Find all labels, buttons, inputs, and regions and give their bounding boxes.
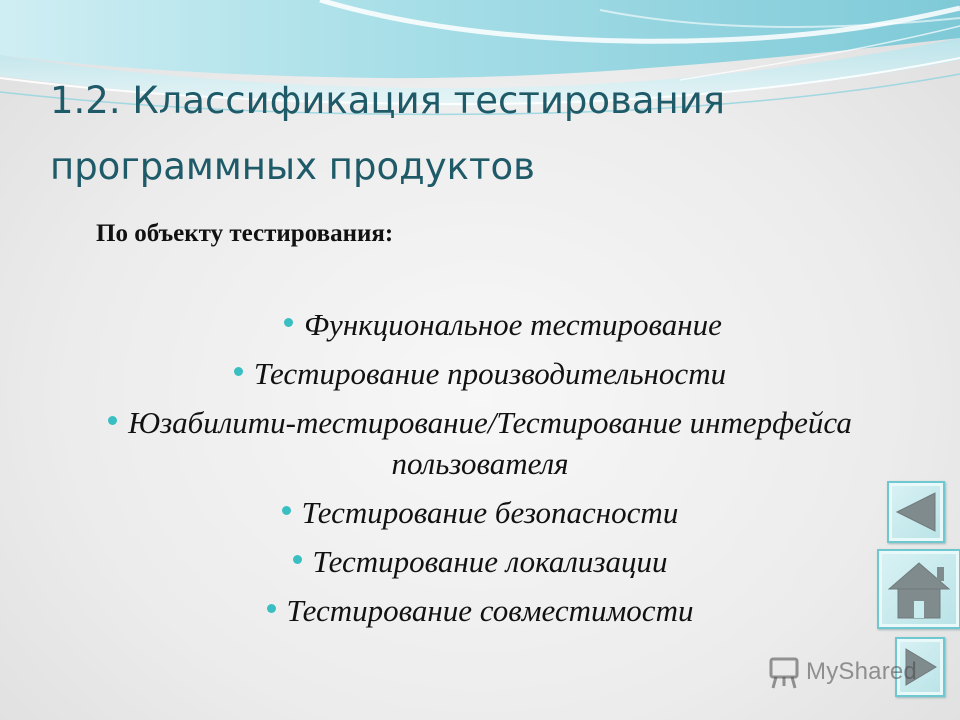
bullet-dot-icon xyxy=(234,367,243,376)
bullet-list xyxy=(70,304,890,639)
list-item xyxy=(70,492,890,533)
bullet-dot-icon xyxy=(293,555,302,564)
slide-title: 1.2. Классификация тестирования программных продуктов xyxy=(50,79,725,188)
presentation-board-icon xyxy=(768,656,800,690)
list-item-text: Тестирование производительности xyxy=(253,356,727,391)
list-item-text: Юзабилити-тестирование/Тестирование интерфейса пользователя xyxy=(128,405,852,481)
back-button[interactable] xyxy=(887,481,945,543)
triangle-left-icon xyxy=(889,483,943,541)
watermark-text: MyShared xyxy=(806,658,917,685)
home-icon xyxy=(879,551,959,627)
bullet-dot-icon xyxy=(267,604,276,613)
list-item xyxy=(32,402,928,484)
slide-subtitle: По объекту тестирования: xyxy=(96,220,394,247)
list-item-text: Функциональное тестирование xyxy=(304,307,722,342)
bullet-dot-icon xyxy=(108,416,117,425)
list-item-text: Тестирование локализации xyxy=(312,544,668,579)
list-item-text: Тестирование совместимости xyxy=(286,593,694,628)
list-item xyxy=(116,304,890,345)
list-item xyxy=(70,590,890,631)
list-item xyxy=(70,541,890,582)
home-button[interactable] xyxy=(877,549,960,629)
watermark xyxy=(768,654,938,694)
list-item-text: Тестирование безопасности xyxy=(301,495,679,530)
bullet-dot-icon xyxy=(284,318,293,327)
bullet-dot-icon xyxy=(282,506,291,515)
list-item xyxy=(70,353,890,394)
